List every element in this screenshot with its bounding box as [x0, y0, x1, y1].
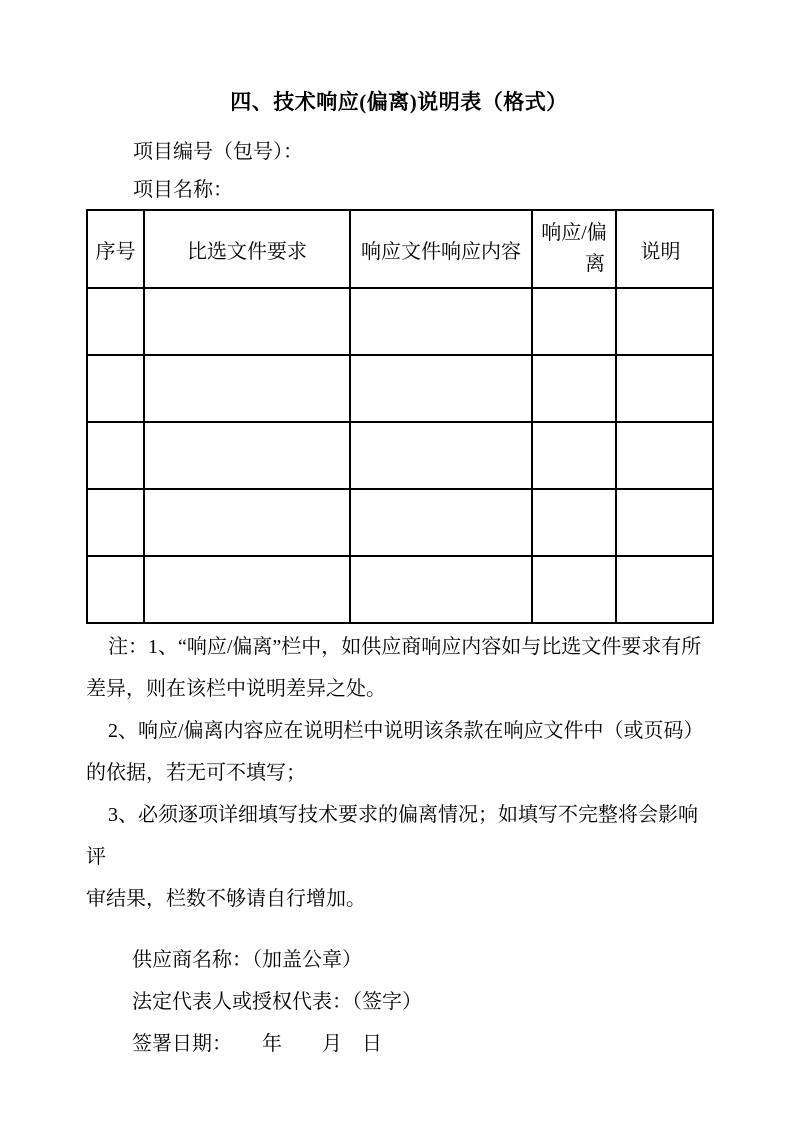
table-header-row	[87, 210, 713, 288]
table-cell	[350, 556, 532, 623]
table-cell	[350, 355, 532, 422]
table-row	[87, 288, 713, 355]
table-cell	[616, 422, 713, 489]
column-header-response-or-deviation	[532, 210, 616, 288]
notes-section	[86, 626, 712, 920]
signature-section	[86, 939, 712, 1065]
response-deviation-line1: 响应/偏	[541, 222, 607, 244]
column-header-response-content: 响应文件响应内容	[350, 210, 532, 288]
table-cell	[532, 288, 616, 355]
note-line: 审结果，栏数不够请自行增加。	[86, 888, 366, 910]
table-cell	[87, 422, 144, 489]
project-name-label: 项目名称：	[133, 179, 233, 201]
column-header-serial-number: 序号	[87, 210, 144, 288]
table-cell	[144, 422, 350, 489]
table-cell	[87, 288, 144, 355]
note-line: 差异，则在该栏中说明差异之处。	[86, 678, 386, 700]
table-cell	[144, 355, 350, 422]
note-line: 2、响应/偏离内容应在说明栏中说明该条款在响应文件中（或页码）	[108, 720, 704, 742]
legal-representative-label: 法定代表人或授权代表：（签字）	[132, 991, 422, 1013]
table-cell	[532, 489, 616, 556]
table-cell	[87, 556, 144, 623]
table-cell	[616, 355, 713, 422]
table-cell	[532, 355, 616, 422]
table-row	[87, 355, 713, 422]
table-cell	[144, 556, 350, 623]
table-cell	[350, 489, 532, 556]
table-row	[87, 556, 713, 623]
response-deviation-line2: 离	[585, 253, 605, 275]
note-line: 的依据，若无可不填写；	[86, 762, 306, 784]
signing-date-label: 签署日期： 年 月 日	[132, 1033, 382, 1055]
column-header-bid-document-requirements: 比选文件要求	[144, 210, 350, 288]
table-cell	[616, 489, 713, 556]
table-cell	[616, 288, 713, 355]
column-header-explanation: 说明	[616, 210, 713, 288]
table-row	[87, 422, 713, 489]
page-title: 四、技术响应(偏离)说明表（格式）	[230, 90, 568, 114]
table-cell	[532, 422, 616, 489]
table-cell	[144, 489, 350, 556]
project-number-label: 项目编号（包号）：	[133, 141, 303, 163]
table-cell	[532, 556, 616, 623]
table-row	[87, 489, 713, 556]
note-line: 注：1、“响应/偏离”栏中，如供应商响应内容如与比选文件要求有所	[108, 636, 702, 658]
table-cell	[87, 355, 144, 422]
supplier-name-label: 供应商名称：（加盖公章）	[132, 949, 362, 971]
table-cell	[87, 489, 144, 556]
deviation-table	[86, 209, 714, 624]
table-cell	[350, 288, 532, 355]
note-line: 3、必须逐项详细填写技术要求的偏离情况；如填写不完整将会影响评	[86, 804, 698, 868]
table-cell	[144, 288, 350, 355]
table-cell	[350, 422, 532, 489]
table-cell	[616, 556, 713, 623]
